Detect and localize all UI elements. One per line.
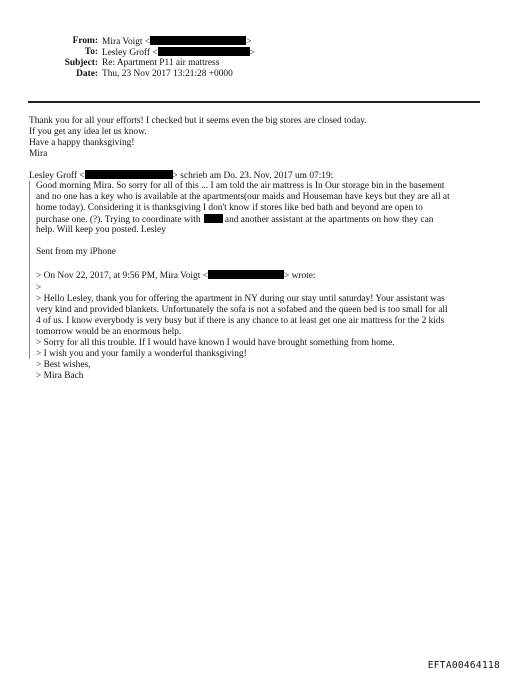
quote-line: > Sorry for all this trouble. If I would have known I would have brought something from home.	[36, 338, 395, 348]
from-value: Mira Voigt < >	[102, 37, 252, 47]
redaction-box	[208, 270, 284, 279]
redaction-box	[158, 47, 250, 56]
quote-line: Sent from my iPhone	[36, 247, 116, 257]
quote-line: home today). Considering it is thanksgiving I don't know if stores like bed bath and beyond are open to	[36, 203, 423, 213]
quote-line: purchase one. (?). Trying to coordinate with and another assistant at the apartments on how they can	[36, 215, 434, 225]
quote-line: very kind and provided blankets. Unfortunately the sofa is not a sofabed and the queen bed is too small for all	[36, 305, 448, 315]
quote-line: > Mira Bach	[36, 371, 84, 381]
reply-line: Thank you for all your efforts! I checked but it seems even the big stores are closed today.	[29, 116, 367, 126]
quote-line: and no one has a key who is available at the apartments(our maids and Houseman have keys but they are all at	[36, 192, 450, 202]
quote-line: > Hello Lesley, thank you for offering the apartment in NY during our stay until saturday! Your assistant was	[36, 294, 445, 304]
quote-line: > Best wishes,	[36, 360, 91, 370]
to-value: Lesley Groff < >	[102, 48, 255, 58]
quote-line: 4 of us. I know everybody is very busy but if there is any chance to at least get one air mattress for the 2 kids	[36, 316, 445, 326]
date-label: Date:	[76, 69, 98, 79]
quote-line: tomorrow would be an enormous help.	[36, 327, 182, 337]
reply-line: Have a happy thanksgiving!	[29, 138, 135, 148]
subject-label: Subject:	[64, 58, 98, 68]
quote-bar	[29, 181, 30, 359]
quote-line: > I wish you and your family a wonderful thanksgiving!	[36, 349, 247, 359]
redaction-box	[85, 170, 173, 179]
redaction-box	[204, 214, 223, 223]
quote-attribution: Lesley Groff < > schrieb am Do. 23. Nov. 2017 um 07:19:	[29, 171, 334, 181]
document-id: EFTA00464118	[427, 660, 500, 671]
quote-line: help. Will keep you posted. Lesley	[36, 225, 166, 235]
redaction-box	[150, 36, 246, 45]
to-label: To:	[84, 47, 98, 57]
reply-line: If you get any idea let us know.	[29, 127, 147, 137]
quote-line: Good morning Mira. So sorry for all of this ... I am told the air mattress is In Our storage bin in the basement	[36, 181, 445, 191]
quote-line: >	[36, 283, 42, 293]
from-label: From:	[72, 36, 98, 46]
quote-attribution: > On Nov 22, 2017, at 9:56 PM, Mira Voigt < > wrote:	[36, 271, 316, 281]
date-value: Thu, 23 Nov 2017 13:21:28 +0000	[102, 69, 233, 79]
reply-line: Mira	[29, 149, 48, 159]
header-divider	[28, 101, 480, 103]
subject-value: Re: Apartment P11 air mattress	[102, 58, 220, 68]
